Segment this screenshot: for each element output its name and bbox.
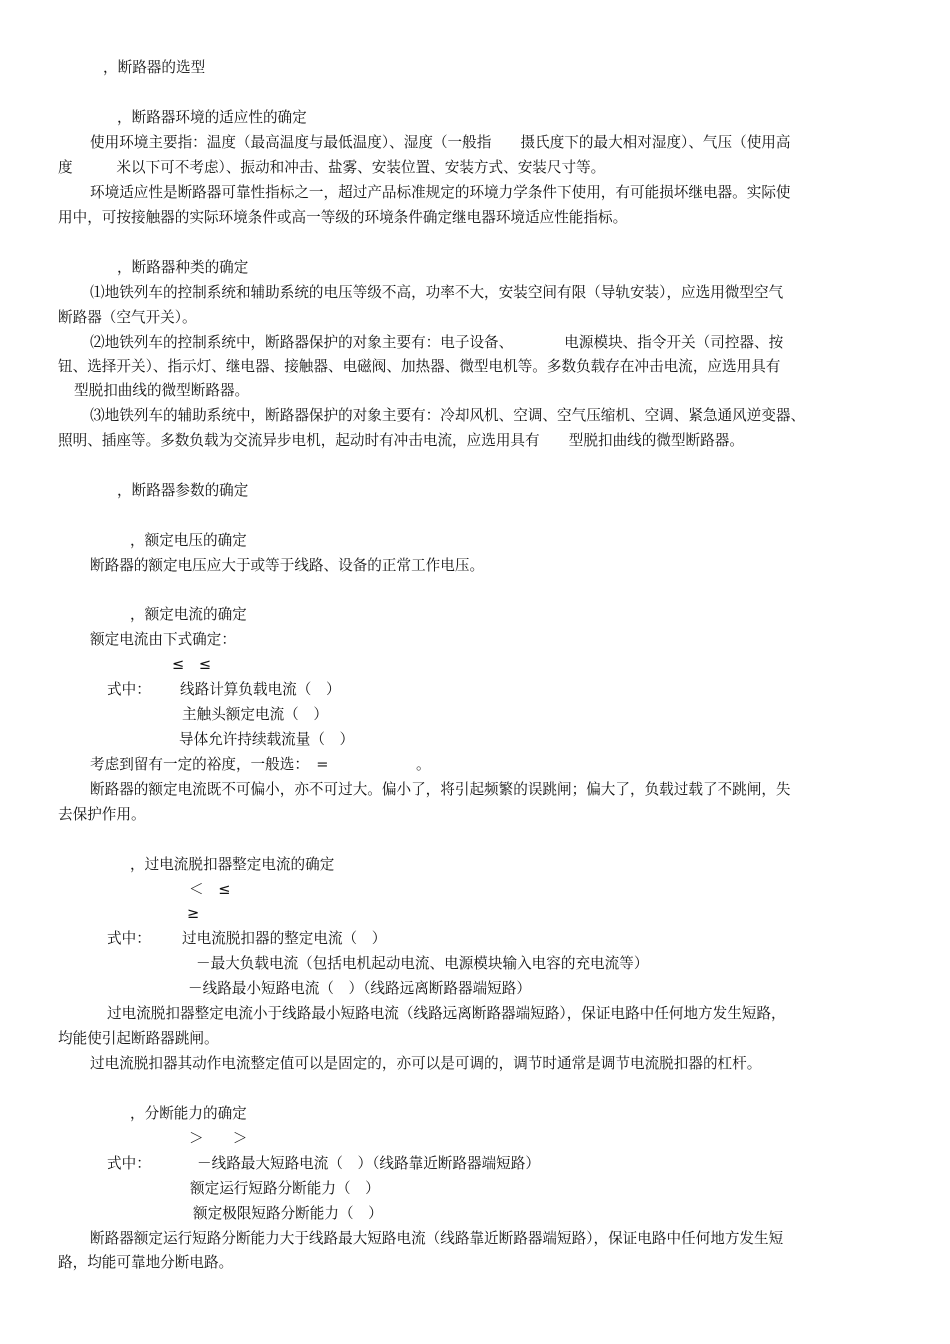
text-line: 过电流脱扣器整定电流小于线路最小短路电流（线路远离断路器端短路），保证电路中任何地方发生短路， (107, 1005, 786, 1022)
text-line: ＞ ＞ (189, 1130, 248, 1147)
text-line: ＜ ≤ (189, 881, 231, 898)
text-line: ，过电流脱扣器整定电流的确定 (130, 856, 335, 873)
text-line: 断路器额定运行短路分断能力大于线路最大短路电流（线路靠近断路器端短路），保证电路中任何地方发生短 (90, 1230, 784, 1247)
text-line: 度 米以下可不考虑）、振动和冲击、盐雾、安装位置、安装方式、安装尺寸等。 (58, 159, 606, 176)
text-line: ，断路器种类的确定 (117, 259, 249, 276)
text-line: 过电流脱扣器其动作电流整定值可以是固定的，亦可以是可调的，调节时通常是调节电流脱扣器的杠杆。 (90, 1055, 762, 1072)
text-line: 过电流脱扣器的整定电流（ ） (182, 930, 387, 947)
text-line: 断路器（空气开关）。 (58, 309, 197, 326)
text-line: 环境适应性是断路器可靠性指标之一，超过产品标准规定的环境力学条件下使用，有可能损坏继电器。实际使 (90, 184, 791, 201)
text-line: 额定电流由下式确定： (90, 631, 236, 648)
text-line: 额定极限短路分断能力（ ） (193, 1205, 383, 1222)
text-line: 型脱扣曲线的微型断路器。 (74, 382, 250, 399)
text-line: 额定运行短路分断能力（ ） (190, 1180, 380, 1197)
text-line: 钮、选择开关）、指示灯、继电器、接触器、电磁阀、加热器、微型电机等。多数负载存在冲击电流，应选用具有 (58, 358, 781, 375)
text-line: ，断路器环境的适应性的确定 (117, 109, 307, 126)
text-line: 使用环境主要指：温度（最高温度与最低温度）、湿度（一般指 摄氏度下的最大相对湿度）、气压（使用高 (90, 134, 791, 151)
text-line: ⑴地铁列车的控制系统和辅助系统的电压等级不高，功率不大，安装空间有限（导轨安装），应选用微型空气 (90, 284, 784, 301)
text-line: ≤ ≤ (172, 656, 212, 673)
text-line: 式中： (107, 681, 151, 698)
text-line: ，分断能力的确定 (130, 1105, 247, 1122)
text-line: ⑶地铁列车的辅助系统中，断路器保护的对象主要有：冷却风机、空调、空气压缩机、空调、紧急通风逆变器、 (90, 407, 806, 424)
text-line: 用中，可按接触器的实际环境条件或高一等级的环境条件确定继电器环境适应性能指标。 (58, 209, 628, 226)
text-line: 照明、插座等。多数负载为交流异步电机，起动时有冲击电流，应选用具有 型脱扣曲线的微型断路器。 (58, 432, 744, 449)
text-line: －最大负载电流（包括电机起动电流、电源模块输入电容的充电流等） (196, 955, 649, 972)
text-line: －线路最小短路电流（ ）（线路远离断路器端短路） (188, 980, 531, 997)
text-line: 式中： (107, 930, 151, 947)
text-line: ，额定电压的确定 (130, 532, 247, 549)
text-line: 主触头额定电流（ ） (182, 706, 328, 723)
text-line: 断路器的额定电压应大于或等于线路、设备的正常工作电压。 (90, 557, 485, 574)
text-line: ⑵地铁列车的控制系统中，断路器保护的对象主要有：电子设备、 电源模块、指令开关（司控器、按 (90, 334, 784, 351)
text-line: 考虑到留有一定的裕度，一般选： = 。 (90, 756, 431, 773)
text-line: 去保护作用。 (58, 806, 146, 823)
text-line: ，额定电流的确定 (130, 606, 247, 623)
text-line: ，断路器参数的确定 (117, 482, 249, 499)
text-line: 断路器的额定电流既不可偏小，亦不可过大。偏小了，将引起频繁的误跳闸；偏大了，负载过载了不跳闸，失 (90, 781, 791, 798)
text-line: ，断路器的选型 (103, 59, 206, 76)
text-line: 式中： (107, 1155, 151, 1172)
text-line: 导体允许持续载流量（ ） (179, 731, 355, 748)
text-line: －线路最大短路电流（ ）（线路靠近断路器端短路） (197, 1155, 540, 1172)
text-line: 均能使引起断路器跳闸。 (58, 1030, 219, 1047)
text-line: ≥ (187, 905, 200, 922)
text-line: 线路计算负载电流（ ） (180, 681, 341, 698)
text-line: 路，均能可靠地分断电路。 (58, 1254, 234, 1271)
